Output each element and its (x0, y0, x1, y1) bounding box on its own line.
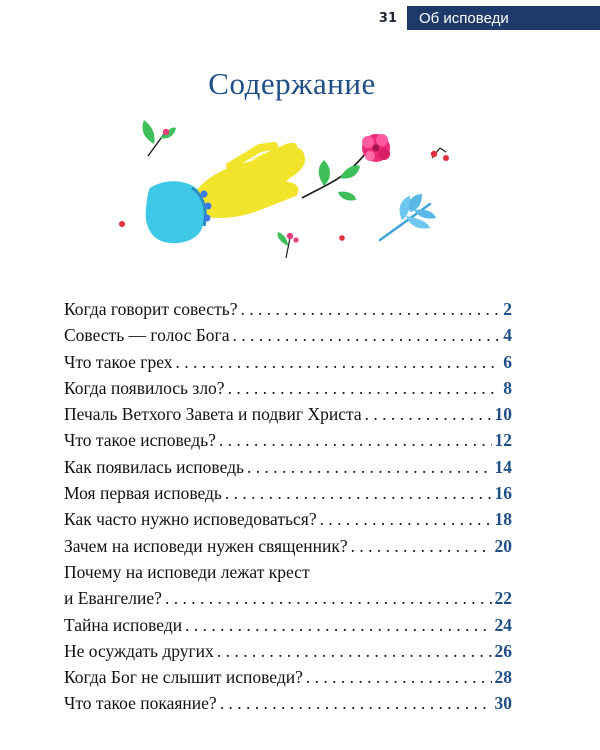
toc-page-number: 22 (494, 588, 512, 609)
dot-leader (351, 533, 492, 559)
page-header (379, 6, 600, 30)
hand-with-flower-illustration (110, 108, 480, 258)
dot-leader (233, 322, 501, 348)
dot-leader (165, 585, 492, 611)
dot-leader (219, 427, 492, 453)
toc-entry[interactable]: Зачем на исповеди нужен священник? . . . 20 (64, 533, 512, 559)
dot-leader (175, 349, 500, 375)
toc-page-number: 30 (494, 693, 512, 714)
toc-page-number: 24 (494, 614, 512, 635)
toc-entry[interactable]: Когда появилось зло? . . . 8 (64, 375, 512, 401)
toc-page-number: 8 (503, 377, 512, 398)
toc-page-number: 2 (503, 299, 512, 319)
toc-entry[interactable]: Совесть — голос Бога . . . 4 (64, 322, 512, 348)
toc-entry[interactable]: Как часто нужно исповедоваться? . . . 18 (64, 506, 512, 532)
toc-page-number: 6 (503, 351, 512, 372)
toc-page-number: 18 (494, 509, 512, 530)
toc-entry[interactable]: Тайна исповеди . . . 24 (64, 612, 512, 638)
toc-entry[interactable]: и Евангелие? . . . 22 (64, 585, 512, 611)
toc-entry[interactable]: Когда говорит совесть? . . . 2 (64, 296, 512, 322)
toc-entry[interactable]: Не осуждать других . . . 26 (64, 638, 512, 664)
toc-page-number: 16 (494, 483, 512, 504)
dot-leader (185, 612, 491, 638)
toc-page-number: 4 (503, 325, 512, 346)
toc-page-number: 14 (494, 456, 512, 477)
toc-entry[interactable]: Что такое грех . . . 6 (64, 349, 512, 375)
toc-page-number: 20 (494, 535, 512, 556)
page-title: Содержание (208, 66, 376, 101)
dot-leader (365, 401, 492, 427)
toc-page-number: 26 (494, 640, 512, 661)
toc-page-number: 12 (494, 430, 512, 451)
section-title: Об исповеди (419, 9, 509, 27)
leaf-sprig-icon (142, 120, 176, 156)
dot-leader (240, 296, 500, 322)
toc-entry[interactable]: Когда Бог не слышит исповеди? . . . 28 (64, 664, 512, 690)
dot-leader (225, 480, 492, 506)
hand-icon (146, 143, 305, 243)
toc-entry[interactable]: Что такое покаяние? . . . 30 (64, 690, 512, 716)
dot-leader (247, 454, 492, 480)
toc-entry[interactable]: Что такое исповедь? . . . 12 (64, 427, 512, 453)
dot-leader (228, 375, 501, 401)
dot-leader (306, 664, 492, 690)
dot-leader (320, 506, 492, 532)
dragonfly-icon (380, 194, 436, 240)
toc-entry[interactable]: Печаль Ветхого Завета и подвиг Христа . . . 10 (64, 401, 512, 427)
toc-page-number: 28 (494, 667, 512, 688)
table-of-contents (64, 296, 512, 717)
dot-leader (217, 638, 492, 664)
page-number: 31 (378, 10, 397, 26)
flower-icon (302, 134, 390, 201)
toc-page-number: 10 (494, 404, 512, 425)
dot-leader (220, 690, 492, 716)
toc-entry[interactable]: Как появилась исповедь . . . 14 (64, 454, 512, 480)
small-sprig-icon (277, 232, 298, 258)
toc-entry[interactable]: Моя первая исповедь . . . 16 (64, 480, 512, 506)
section-title-bar (407, 6, 600, 30)
toc-entry-first-line[interactable]: Почему на исповеди лежат крест (64, 561, 310, 582)
